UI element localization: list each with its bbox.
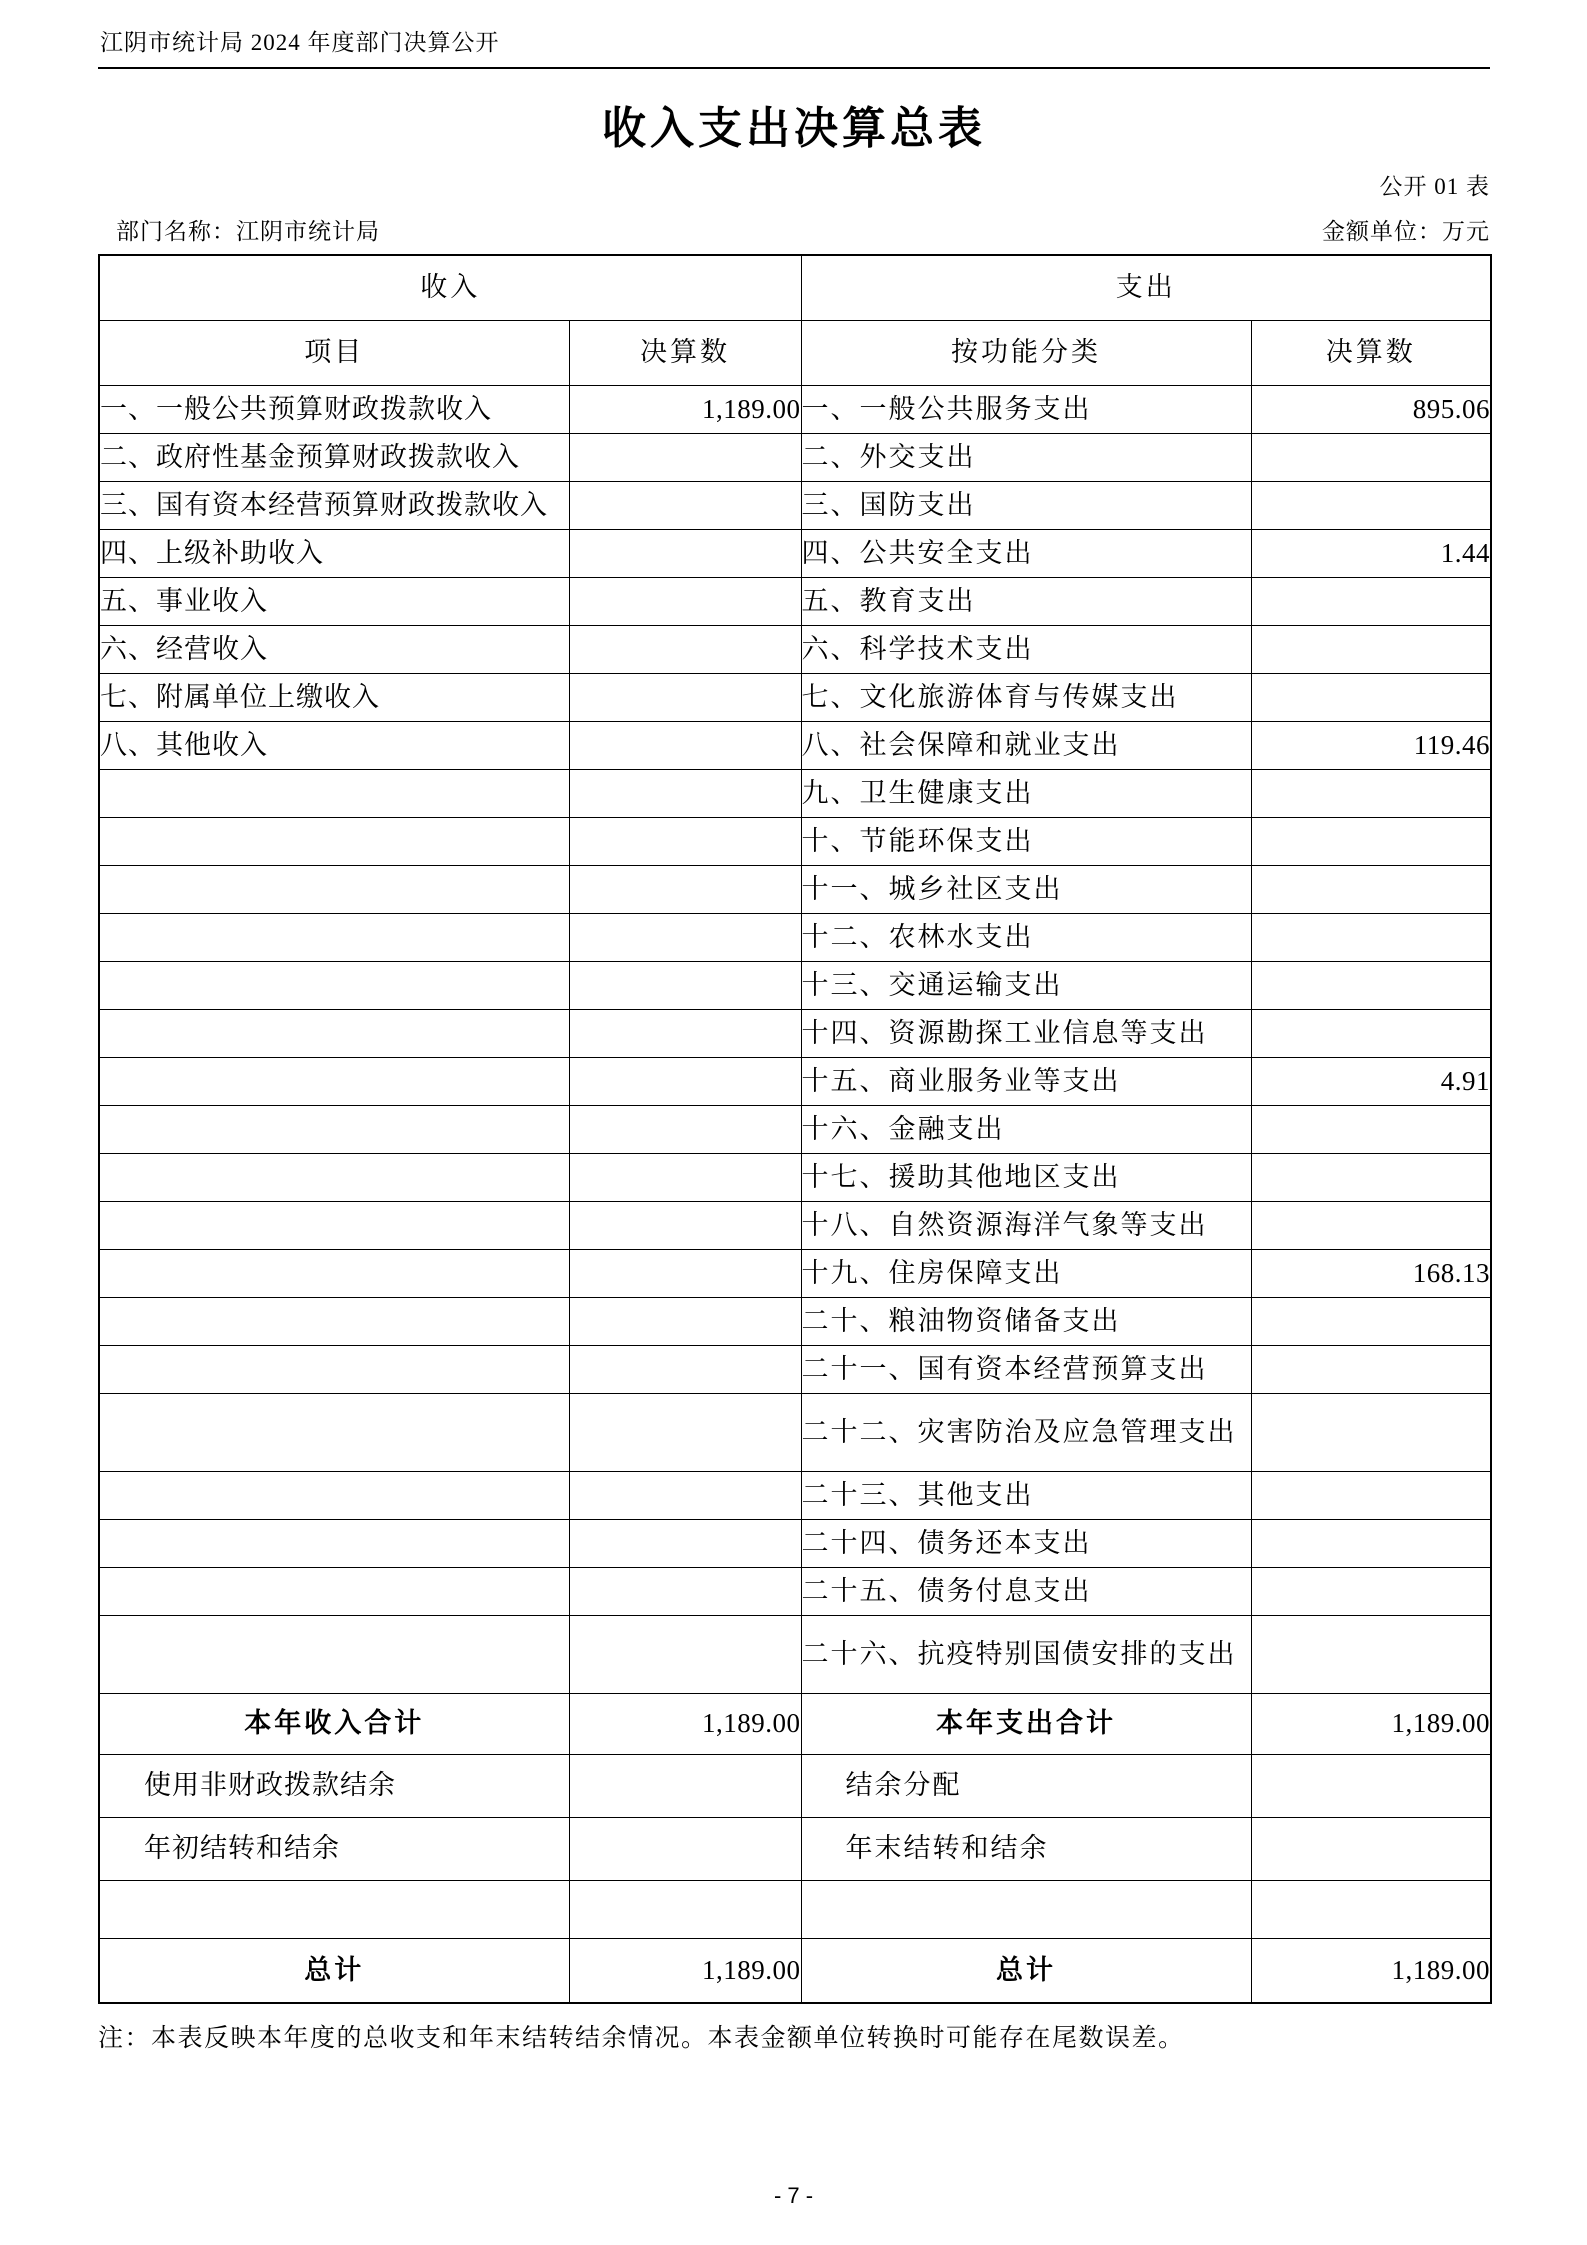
income-item-cell: 五、事业收入 bbox=[99, 577, 569, 625]
income-item-cell: 四、上级补助收入 bbox=[99, 529, 569, 577]
income-item-cell bbox=[99, 1105, 569, 1153]
table-row bbox=[99, 1567, 1491, 1615]
income-value-cell bbox=[569, 1345, 801, 1393]
income-value-cell bbox=[569, 1009, 801, 1057]
expense-item-cell: 十、节能环保支出 bbox=[801, 817, 1251, 865]
page-title: 收入支出决算总表 bbox=[602, 104, 986, 153]
column-header-0: 项目 bbox=[99, 320, 569, 385]
income-expenditure-table bbox=[98, 254, 1492, 2004]
income-value-cell bbox=[569, 1567, 801, 1615]
expense-item-cell: 十四、资源勘探工业信息等支出 bbox=[801, 1009, 1251, 1057]
department-name-label: 部门名称：江阴市统计局 bbox=[116, 218, 380, 244]
expense-value-cell: 119.46 bbox=[1251, 721, 1491, 769]
income-summary-label-cell: 本年收入合计 bbox=[99, 1693, 569, 1754]
expenditure-section-header: 支出 bbox=[801, 255, 1491, 321]
table-row bbox=[99, 673, 1491, 721]
expense-item-cell: 二十、粮油物资储备支出 bbox=[801, 1297, 1251, 1345]
table-row bbox=[99, 481, 1491, 529]
income-value-cell bbox=[569, 1393, 801, 1471]
income-value-cell bbox=[569, 817, 801, 865]
footnote: 注：本表反映本年度的总收支和年末结转结余情况。本表金额单位转换时可能存在尾数误差。 bbox=[98, 2024, 1185, 2052]
table-meta-row bbox=[98, 213, 1490, 246]
table-row bbox=[99, 1519, 1491, 1567]
table-row bbox=[99, 721, 1491, 769]
income-item-cell bbox=[99, 769, 569, 817]
income-value-cell bbox=[569, 481, 801, 529]
expense-item-cell: 一、一般公共服务支出 bbox=[801, 385, 1251, 433]
table-row bbox=[99, 433, 1491, 481]
income-item-cell: 三、国有资本经营预算财政拨款收入 bbox=[99, 481, 569, 529]
income-item-cell: 七、附属单位上缴收入 bbox=[99, 673, 569, 721]
table-row bbox=[99, 1471, 1491, 1519]
expense-item-cell: 二十五、债务付息支出 bbox=[801, 1567, 1251, 1615]
expense-value-cell bbox=[1251, 433, 1491, 481]
income-item-cell bbox=[99, 865, 569, 913]
income-value-cell bbox=[569, 1153, 801, 1201]
expense-value-cell bbox=[1251, 1009, 1491, 1057]
expense-item-cell: 五、教育支出 bbox=[801, 577, 1251, 625]
expense-summary-label-cell bbox=[801, 1880, 1251, 1938]
expense-value-cell bbox=[1251, 865, 1491, 913]
expense-summary-label-cell: 本年支出合计 bbox=[801, 1693, 1251, 1754]
expense-item-cell: 二、外交支出 bbox=[801, 433, 1251, 481]
expense-item-cell: 二十四、债务还本支出 bbox=[801, 1519, 1251, 1567]
expense-summary-label-cell: 年末结转和结余 bbox=[801, 1817, 1251, 1880]
expense-value-cell bbox=[1251, 481, 1491, 529]
expense-value-cell bbox=[1251, 577, 1491, 625]
income-item-cell bbox=[99, 961, 569, 1009]
income-item-cell bbox=[99, 1249, 569, 1297]
income-item-cell: 八、其他收入 bbox=[99, 721, 569, 769]
income-item-cell bbox=[99, 1471, 569, 1519]
table-row bbox=[99, 1201, 1491, 1249]
income-value-cell bbox=[569, 1471, 801, 1519]
table-row bbox=[99, 817, 1491, 865]
expense-value-cell: 168.13 bbox=[1251, 1249, 1491, 1297]
table-row bbox=[99, 385, 1491, 433]
income-item-cell bbox=[99, 1567, 569, 1615]
income-summary-value-cell bbox=[569, 1880, 801, 1938]
expense-item-cell: 十五、商业服务业等支出 bbox=[801, 1057, 1251, 1105]
income-value-cell bbox=[569, 1249, 801, 1297]
table-row bbox=[99, 913, 1491, 961]
income-value-cell bbox=[569, 1519, 801, 1567]
expense-value-cell bbox=[1251, 1519, 1491, 1567]
expense-item-cell: 二十一、国有资本经营预算支出 bbox=[801, 1345, 1251, 1393]
income-item-cell bbox=[99, 817, 569, 865]
expense-value-cell bbox=[1251, 817, 1491, 865]
income-item-cell bbox=[99, 913, 569, 961]
expense-summary-label-cell: 结余分配 bbox=[801, 1754, 1251, 1817]
expense-summary-label-cell: 总计 bbox=[801, 1938, 1251, 2003]
expense-value-cell bbox=[1251, 1615, 1491, 1693]
income-summary-value-cell: 1,189.00 bbox=[569, 1693, 801, 1754]
expense-item-cell: 八、社会保障和就业支出 bbox=[801, 721, 1251, 769]
table-row bbox=[99, 961, 1491, 1009]
amount-unit-label: 金额单位：万元 bbox=[1322, 218, 1490, 244]
expense-item-cell: 六、科学技术支出 bbox=[801, 625, 1251, 673]
income-value-cell bbox=[569, 577, 801, 625]
expense-summary-value-cell bbox=[1251, 1754, 1491, 1817]
income-value-cell bbox=[569, 769, 801, 817]
income-value-cell bbox=[569, 1105, 801, 1153]
income-item-cell bbox=[99, 1393, 569, 1471]
table-row bbox=[99, 529, 1491, 577]
table-row bbox=[99, 1153, 1491, 1201]
table-row bbox=[99, 1249, 1491, 1297]
column-header-2: 按功能分类 bbox=[801, 320, 1251, 385]
income-value-cell bbox=[569, 529, 801, 577]
table-row bbox=[99, 1393, 1491, 1471]
expense-value-cell bbox=[1251, 1393, 1491, 1471]
table-row bbox=[99, 577, 1491, 625]
income-value-cell bbox=[569, 865, 801, 913]
income-value-cell bbox=[569, 625, 801, 673]
summary-row-sum bbox=[99, 1693, 1491, 1754]
summary-row-total bbox=[99, 1938, 1491, 2003]
income-item-cell bbox=[99, 1057, 569, 1105]
income-value-cell bbox=[569, 673, 801, 721]
column-header-3: 决算数 bbox=[1251, 320, 1491, 385]
income-value-cell bbox=[569, 913, 801, 961]
expense-item-cell: 九、卫生健康支出 bbox=[801, 769, 1251, 817]
income-value-cell bbox=[569, 1057, 801, 1105]
expense-item-cell: 十六、金融支出 bbox=[801, 1105, 1251, 1153]
table-row bbox=[99, 1009, 1491, 1057]
income-item-cell: 六、经营收入 bbox=[99, 625, 569, 673]
expense-value-cell: 1.44 bbox=[1251, 529, 1491, 577]
income-summary-label-cell: 年初结转和结余 bbox=[99, 1817, 569, 1880]
expense-summary-value-cell: 1,189.00 bbox=[1251, 1938, 1491, 2003]
expense-item-cell: 十七、援助其他地区支出 bbox=[801, 1153, 1251, 1201]
expense-value-cell bbox=[1251, 1297, 1491, 1345]
column-header-row bbox=[99, 320, 1491, 385]
expense-value-cell bbox=[1251, 961, 1491, 1009]
income-value-cell bbox=[569, 1297, 801, 1345]
expense-summary-value-cell bbox=[1251, 1817, 1491, 1880]
table-code-label: 公开 01 表 bbox=[1379, 173, 1490, 199]
expense-value-cell bbox=[1251, 913, 1491, 961]
expense-item-cell: 四、公共安全支出 bbox=[801, 529, 1251, 577]
expense-value-cell bbox=[1251, 673, 1491, 721]
section-header-row bbox=[99, 255, 1491, 321]
expense-value-cell bbox=[1251, 1153, 1491, 1201]
expense-item-cell: 十九、住房保障支出 bbox=[801, 1249, 1251, 1297]
table-row bbox=[99, 1297, 1491, 1345]
expense-value-cell bbox=[1251, 1471, 1491, 1519]
expense-value-cell bbox=[1251, 1105, 1491, 1153]
income-value-cell bbox=[569, 1201, 801, 1249]
expense-value-cell: 895.06 bbox=[1251, 385, 1491, 433]
expense-item-cell: 二十六、抗疫特别国债安排的支出 bbox=[801, 1615, 1251, 1693]
income-summary-value-cell: 1,189.00 bbox=[569, 1938, 801, 2003]
summary-row-carry bbox=[99, 1754, 1491, 1817]
table-row bbox=[99, 1057, 1491, 1105]
income-section-header: 收入 bbox=[99, 255, 801, 321]
table-row bbox=[99, 625, 1491, 673]
column-header-1: 决算数 bbox=[569, 320, 801, 385]
table-row bbox=[99, 1345, 1491, 1393]
summary-row-carry bbox=[99, 1817, 1491, 1880]
income-summary-value-cell bbox=[569, 1817, 801, 1880]
expense-value-cell bbox=[1251, 1201, 1491, 1249]
income-value-cell bbox=[569, 721, 801, 769]
table-row bbox=[99, 1615, 1491, 1693]
income-value-cell bbox=[569, 433, 801, 481]
expense-value-cell bbox=[1251, 1567, 1491, 1615]
income-item-cell bbox=[99, 1009, 569, 1057]
income-value-cell bbox=[569, 1615, 801, 1693]
expense-item-cell: 七、文化旅游体育与传媒支出 bbox=[801, 673, 1251, 721]
expense-summary-value-cell: 1,189.00 bbox=[1251, 1693, 1491, 1754]
income-item-cell bbox=[99, 1519, 569, 1567]
expense-value-cell bbox=[1251, 1345, 1491, 1393]
income-item-cell bbox=[99, 1615, 569, 1693]
expense-summary-value-cell bbox=[1251, 1880, 1491, 1938]
income-item-cell bbox=[99, 1153, 569, 1201]
page-number: - 7 - bbox=[773, 2183, 814, 2208]
expense-item-cell: 十八、自然资源海洋气象等支出 bbox=[801, 1201, 1251, 1249]
income-value-cell: 1,189.00 bbox=[569, 385, 801, 433]
table-row bbox=[99, 769, 1491, 817]
summary-row-spacer bbox=[99, 1880, 1491, 1938]
expense-item-cell: 十二、农林水支出 bbox=[801, 913, 1251, 961]
expense-item-cell: 十三、交通运输支出 bbox=[801, 961, 1251, 1009]
expense-item-cell: 二十三、其他支出 bbox=[801, 1471, 1251, 1519]
expense-item-cell: 十一、城乡社区支出 bbox=[801, 865, 1251, 913]
income-item-cell: 一、一般公共预算财政拨款收入 bbox=[99, 385, 569, 433]
income-summary-label-cell: 使用非财政拨款结余 bbox=[99, 1754, 569, 1817]
income-summary-value-cell bbox=[569, 1754, 801, 1817]
table-row bbox=[99, 1105, 1491, 1153]
income-value-cell bbox=[569, 961, 801, 1009]
expense-item-cell: 二十二、灾害防治及应急管理支出 bbox=[801, 1393, 1251, 1471]
expense-value-cell: 4.91 bbox=[1251, 1057, 1491, 1105]
expense-item-cell: 三、国防支出 bbox=[801, 481, 1251, 529]
income-summary-label-cell: 总计 bbox=[99, 1938, 569, 2003]
income-summary-label-cell bbox=[99, 1880, 569, 1938]
income-item-cell bbox=[99, 1345, 569, 1393]
document-header: 江阴市统计局 2024 年度部门决算公开 bbox=[98, 20, 1490, 69]
expense-value-cell bbox=[1251, 769, 1491, 817]
expense-value-cell bbox=[1251, 625, 1491, 673]
table-row bbox=[99, 865, 1491, 913]
income-item-cell: 二、政府性基金预算财政拨款收入 bbox=[99, 433, 569, 481]
income-item-cell bbox=[99, 1201, 569, 1249]
income-item-cell bbox=[99, 1297, 569, 1345]
